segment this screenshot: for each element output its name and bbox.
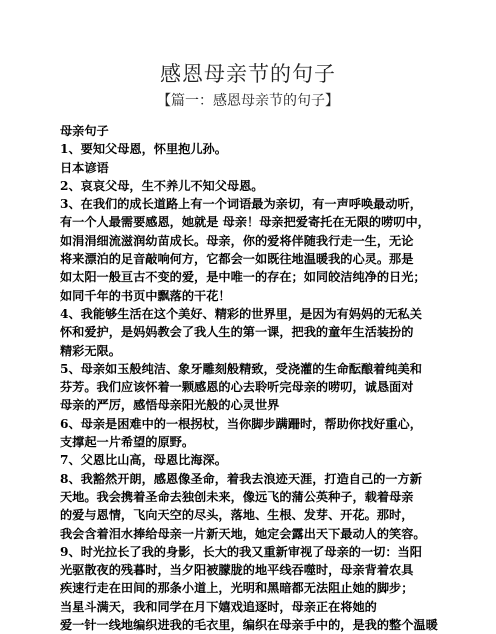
article-body — [60, 122, 440, 634]
text-line: 4、我能够生活在这个美好、精彩的世界里，是因为有妈妈的无私关 — [60, 306, 422, 321]
page-title: 感恩母亲节的句子 — [160, 62, 336, 86]
text-line: 如太阳一般亘古不变的爱，是中唯一的存在；如同皎洁纯净的日光； — [60, 270, 426, 285]
text-line: 6、母亲是困难中的一根拐杖，当你脚步蹒跚时，帮助你找好重心， — [60, 416, 422, 431]
text-line: 母亲的严厉，感悟母亲阳光般的心灵世界 — [60, 398, 280, 413]
section-subtitle: 【篇一：感恩母亲节的句子】 — [157, 93, 339, 109]
text-line: 7、父恩比山高，母恩比海深。 — [60, 453, 227, 468]
text-line: 芬芳。我们应该怀着一颗感恩的心去聆听完母亲的唠叨，诚恳面对 — [60, 380, 414, 395]
text-line: 1、要知父母恩，怀里抱儿孙。 — [60, 142, 227, 157]
text-line: 支撑起一片希望的原野。 — [60, 435, 195, 450]
text-line: 日本谚语 — [60, 160, 109, 175]
text-line: 怀和爱护，是妈妈教会了我人生的第一课，把我的童年生活装扮的 — [60, 325, 414, 340]
text-line: 9、时光拉长了我的身影，长大的我又重新审视了母亲的一切：当阳 — [60, 544, 422, 559]
text-line: 8、我豁然开朗，感恩像圣命，着我去浪迹天涯，打造自己的一方新 — [60, 471, 422, 486]
text-line: 我会含着泪水捧给母亲一片新天地，她定会露出天下最动人的笑容。 — [60, 526, 426, 541]
text-line: 如同千年的书页中飘落的干花！ — [60, 288, 231, 303]
text-line: 爱一针一线地编织进我的毛衣里，编织在母亲手中的，是我的整个温暖 — [60, 618, 438, 633]
text-line: 5、母亲如玉般纯洁、象牙雕刻般精致，受浇灌的生命酝酿着纯美和 — [60, 361, 422, 376]
text-line: 精彩无限。 — [60, 343, 121, 358]
text-line: 3、在我们的成长道路上有一个词语最为亲切，有一声呼唤最动听， — [60, 197, 422, 212]
text-line: 有一个人最需要感恩，她就是 母亲！母亲把爱寄托在无限的唠叨中， — [60, 215, 430, 230]
text-line: 的爱与恩情，飞向天空的尽头，落地、生根、发芽、开花。那时， — [60, 508, 414, 523]
text-line: 2、哀哀父母，生不养儿不知父母恩。 — [60, 178, 264, 193]
text-line: 疾速行走在田间的那条小道上，光明和黑暗都无法阻止她的脚步； — [60, 581, 414, 596]
text-line: 光驱散夜的残暮时，当夕阳被朦胧的地平线吞噬时，母亲背着农具 — [60, 563, 414, 578]
text-line: 母亲句子 — [60, 124, 109, 138]
text-line: 当星斗满天，我和同学在月下嬉戏追逐时，母亲正在将她的 — [60, 599, 377, 614]
text-line: 天地。我会携着圣命去独创未来，像远飞的蒲公英种子，载着母亲 — [60, 489, 414, 504]
text-line: 如涓涓细流滋润幼苗成长。母亲，你的爱将伴随我行走一生，无论 — [60, 233, 414, 248]
text-line: 将来漂泊的足音敲响何方，它都会一如既往地温暖我的心灵。那是 — [60, 252, 414, 267]
